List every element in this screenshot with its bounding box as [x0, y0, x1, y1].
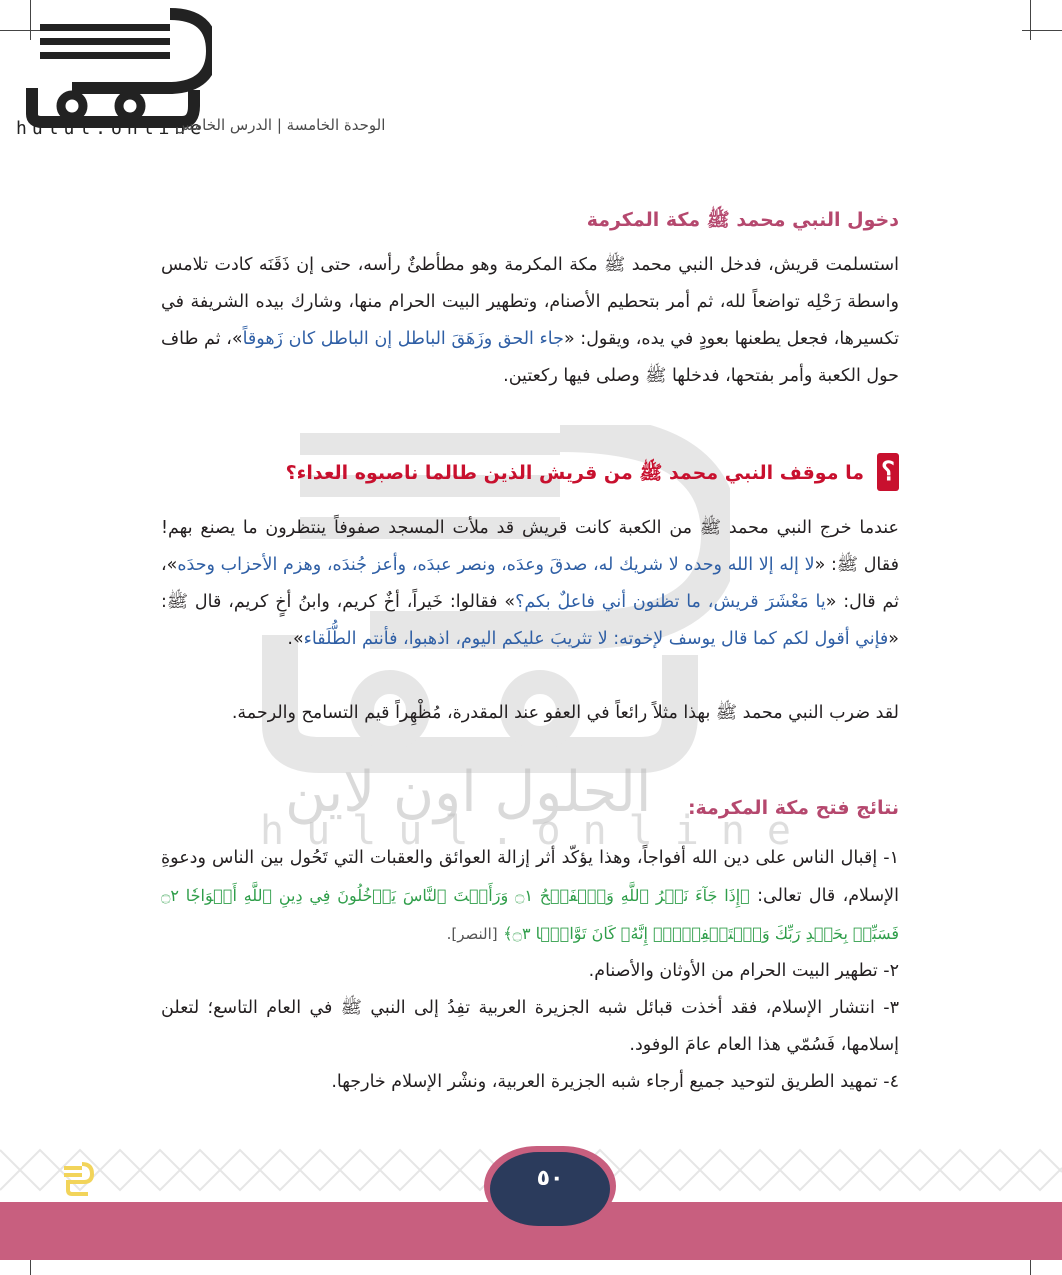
- section-heading-results: نتائج فتح مكة المكرمة:: [687, 797, 899, 819]
- page-number: ٥٠: [536, 1166, 564, 1191]
- result-item-2: ٢- تطهير البيت الحرام من الأوثان والأصنام.: [588, 961, 899, 981]
- paragraph-conclusion: لقد ضرب النبي محمد ﷺ بهذا مثلاً رائعاً في العفو عند المقدرة، مُظْهِراً قيم التسامح والرحمة.: [231, 703, 899, 723]
- question-icon: ؟: [877, 453, 899, 491]
- text-span: كادت تلامس واسطة رَحْلِه تواضعاً لله، ثم أمر بتحطيم الأصنام، وتطهير البيت الحرام: [161, 255, 899, 312]
- result-item-1: [161, 840, 899, 953]
- result-item-4: ٤- تمهيد الطريق لتوحيد جميع أرجاء شبه الجزيرة العربية، ونشْر الإسلام خارجها.: [331, 1072, 899, 1092]
- text-span: » فقالوا: خَيراً، أخٌ كريم، وابنُ أخٍ كريم، قال ﷺ: «: [161, 592, 899, 649]
- text-span: ١- إقبال الناس على دين الله أفواجاً، وهذا يؤكّد أثر إزالة العوائق والعقبات التي تَحُول بين الناس ودعوةِ الإسلام، قال تعالى:: [161, 848, 899, 906]
- watermark-arabic: الحلول اون لاين: [285, 760, 652, 825]
- crop-mark: [1030, 0, 1031, 40]
- section-heading-entry: دخول النبي محمد ﷺ مكة المكرمة: [586, 209, 899, 231]
- watermark-latin: hulul.online: [260, 808, 813, 854]
- text-span: ».: [287, 629, 304, 649]
- text-span: منها، وشارك بيده الشريفة في تكسيرها، فجعل يطعنها بعودٍ في يده، ويقول: «: [161, 292, 899, 349]
- result-item-3: ٣- انتشار الإسلام، فقد أخذت قبائل شبه الجزيرة العربية تفِدُ إلى النبي ﷺ في العام التاسع؛ لتعلن إسلامها، فَسُمّي هذا العام عامَ الوفود.: [161, 998, 899, 1055]
- text-span: استسلمت قريش، فدخل النبي محمد ﷺ مكة المكرمة وهو مطأطئٌ رأسه، حتى إن ذَقَنَه: [258, 255, 899, 275]
- page-header-title: الوحدة الخامسة | الدرس الخامس: [175, 116, 386, 134]
- question-text: ما موقف النبي محمد ﷺ من قريش الذين طالما ناصبوه العداء؟: [285, 462, 864, 484]
- text-span: »، ثم طاف حول الكعبة وأمر بفتحها، فدخلها ﷺ وصلى فيها ركعتين.: [161, 329, 899, 386]
- quran-verse: ﴿إِذَا جَآءَ نَصۡرُ ٱللَّهِ وَٱلۡفَتۡحُ ۝١ وَرَأَيۡتَ ٱلنَّاسَ يَدۡخُلُونَ فِي دِينِ ٱللَّهِ أَفۡوَاجٗا ۝٢ فَسَبِّحۡ بِحَمۡدِ رَبِّكَ وَٱسۡتَغۡفِرۡهُۚ إِنَّهُۥ كَانَ تَوَّابَۢا ۝٣﴾: [161, 886, 899, 943]
- quote-span: فإني أقول لكم كما قال يوسف لإخوته: لا تثريبَ عليكم اليوم، اذهبوا، فأنتم الطُّلَقاء: [303, 629, 889, 649]
- quote-span: يا مَعْشَرَ قريش، ما تظنون أني فاعلٌ بكم؟: [515, 592, 826, 612]
- logo-latin-text: hulul.online: [16, 118, 207, 139]
- quran-reference: [النصر].: [446, 925, 498, 943]
- text-span: عندما خرج النبي محمد ﷺ من الكعبة كانت قريش قد ملأت المسجد صفوفاً ينتظرون ما يصنع بهم! فقال ﷺ: «: [161, 518, 899, 575]
- hulul-small-logo-icon: [60, 1160, 94, 1198]
- quote-span: جاء الحق وزَهَقَ الباطل إن الباطل كان زَهوقاً: [242, 329, 564, 349]
- paragraph-forgiveness: [161, 510, 899, 658]
- crop-mark: [1022, 30, 1062, 31]
- quote-span: لا إله إلا الله وحده لا شريك له، صدقَ وعدَه، ونصر عبدَه، وأعز جُندَه، وهزم الأحزاب وحدَه: [177, 555, 815, 575]
- paragraph-entry: [161, 247, 899, 395]
- text-span: »، ثم قال: «: [161, 555, 899, 612]
